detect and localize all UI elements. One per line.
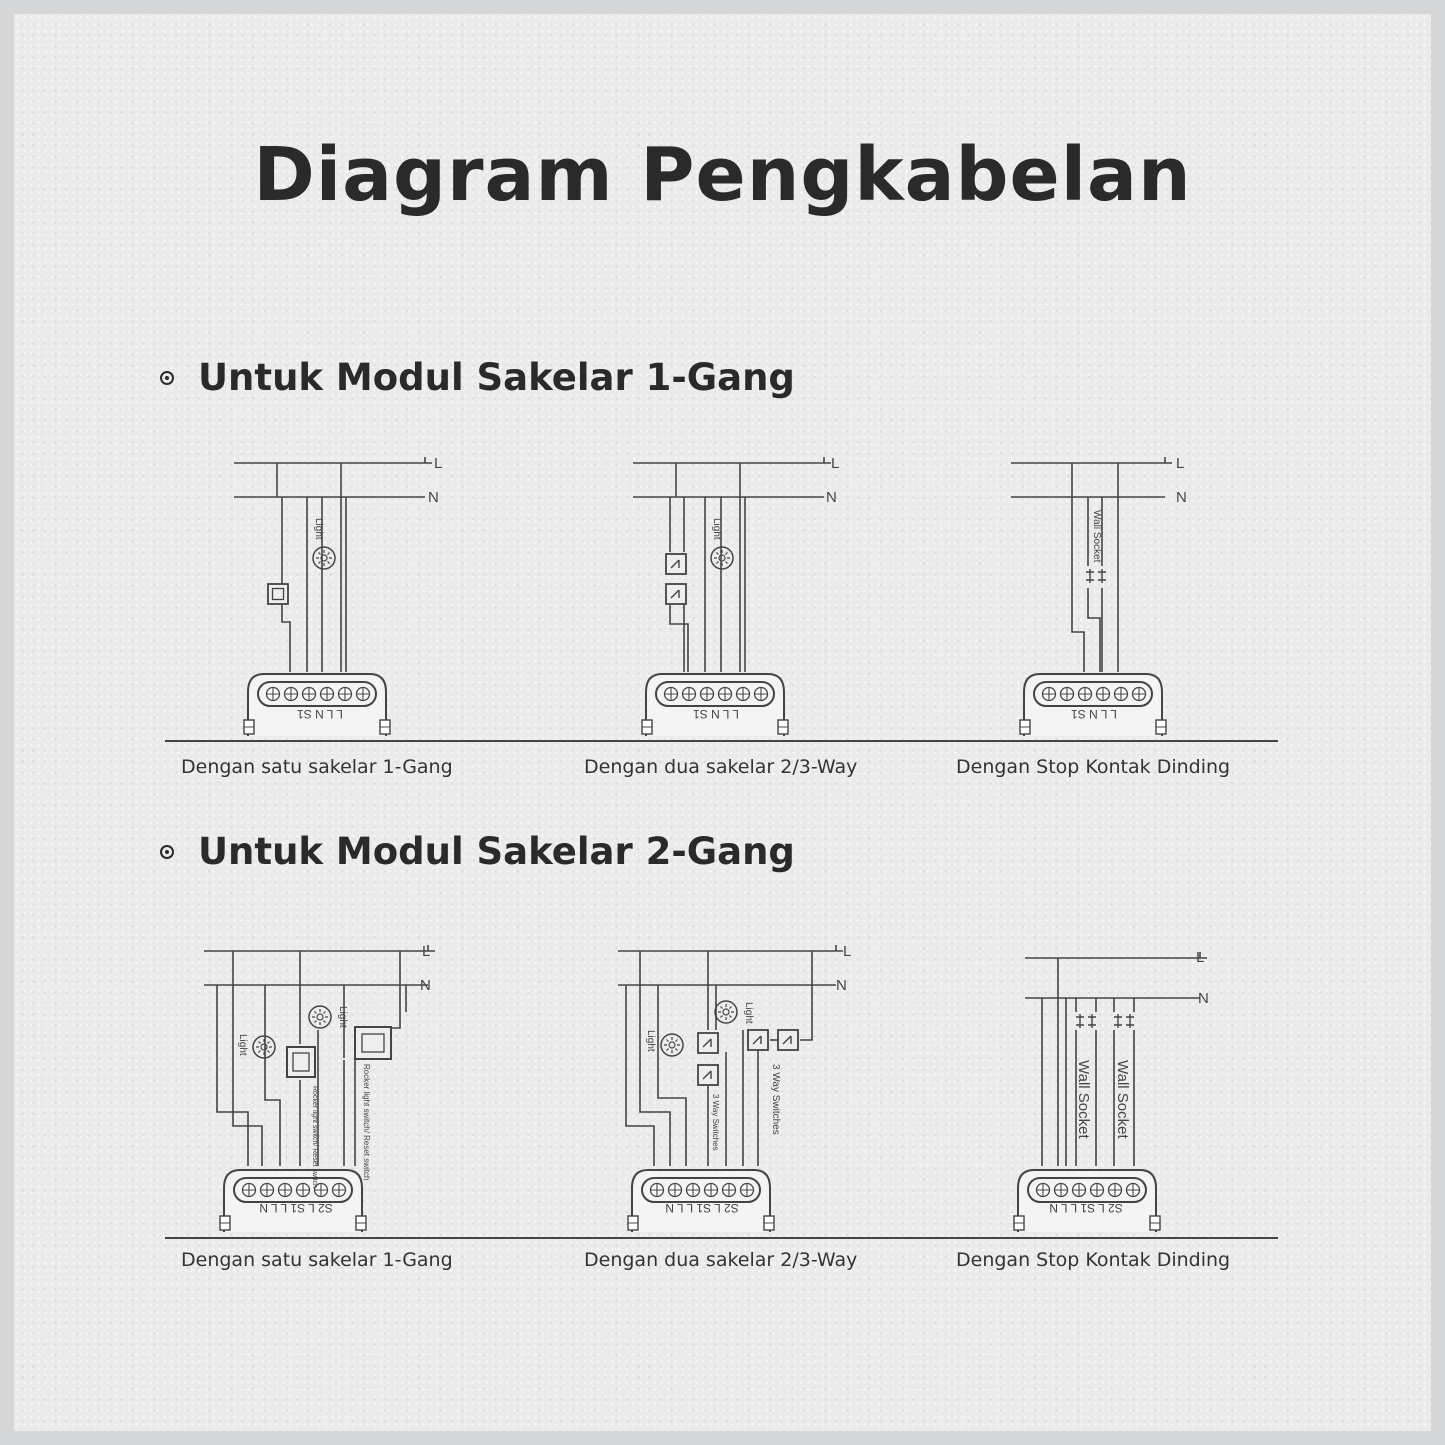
rocker-switch-label: Rocker light switch/ Reset switch [362, 1064, 371, 1181]
rocker-switch-label: Rocker light switch/ Reset switch [311, 1086, 318, 1188]
switch-3way-icon [748, 1030, 768, 1050]
bus-N-label: N [826, 489, 837, 506]
switch-icon [268, 584, 288, 604]
light-label: Light [337, 1006, 348, 1028]
light-label: Light [313, 518, 324, 540]
section-heading-text: Untuk Modul Sakelar 2-Gang [198, 830, 795, 873]
bus-L-label: L [422, 943, 431, 960]
switch-2way-icon [666, 554, 686, 574]
diagram-1gang-wall-socket [1011, 457, 1172, 672]
wall-socket-icon [1086, 569, 1106, 583]
light-icon [313, 547, 335, 569]
diagram-caption: Dengan satu sakelar 1-Gang [181, 756, 453, 778]
module-2gang [220, 1170, 366, 1232]
module-2gang [628, 1170, 774, 1232]
bus-L-label: L [434, 455, 443, 472]
wall-socket-icon [1114, 1014, 1134, 1028]
wall-socket-icon [1076, 1014, 1096, 1028]
bus-N-label: N [428, 489, 439, 506]
terminal-labels: S2 L S1 L L N [1049, 1201, 1123, 1215]
diagram-caption: Dengan satu sakelar 1-Gang [181, 1249, 453, 1271]
diagram-2gang-two-way [618, 945, 843, 1166]
diagram-caption: Dengan Stop Kontak Dinding [956, 1249, 1231, 1271]
bus-L-label: L [1176, 455, 1185, 472]
switch-2way-icon [666, 584, 686, 604]
diagram-1gang-two-way [633, 457, 831, 672]
bus-N-label: N [1198, 990, 1209, 1007]
terminal-labels: L L N S1 [693, 707, 739, 721]
terminal-labels: S2 L S1 L L N [665, 1201, 739, 1215]
light-icon [253, 1036, 275, 1058]
diagram-caption: Dengan Stop Kontak Dinding [956, 756, 1231, 778]
diagram-caption: Dengan dua sakelar 2/3-Way [584, 756, 858, 778]
rocker-switch-icon [287, 1047, 315, 1077]
bus-L-label: L [1196, 949, 1205, 966]
bus-N-label: N [420, 977, 431, 994]
light-label: Light [237, 1034, 248, 1056]
light-label: Light [743, 1002, 754, 1024]
light-icon [309, 1006, 331, 1028]
section-heading-text: Untuk Modul Sakelar 1-Gang [198, 356, 795, 399]
module-1gang [1020, 674, 1166, 736]
bus-L-label: L [831, 455, 840, 472]
three-way-switch-label: 3 Way Switches [770, 1064, 781, 1135]
light-label: Light [711, 518, 722, 540]
bus-N-label: N [836, 977, 847, 994]
wall-socket-label: Wall Socket [1114, 1060, 1131, 1139]
switch-3way-icon [698, 1033, 718, 1053]
terminal-labels: L L N S1 [297, 707, 343, 721]
light-icon [715, 1001, 737, 1023]
module-1gang [642, 674, 788, 736]
module-2gang [1014, 1170, 1160, 1232]
switch-3way-icon [698, 1065, 718, 1085]
rocker-switch-icon [355, 1027, 391, 1059]
module-1gang [244, 674, 390, 736]
bus-L-label: L [843, 943, 852, 960]
page-title: Diagram Pengkabelan [253, 132, 1192, 218]
light-icon [711, 547, 733, 569]
wall-socket-label: Wall Socket [1091, 510, 1102, 563]
three-way-switch-label: 3 Way Switches [711, 1094, 720, 1151]
wall-socket-label: Wall Socket [1075, 1060, 1092, 1139]
switch-3way-icon [778, 1030, 798, 1050]
diagram-caption: Dengan dua sakelar 2/3-Way [584, 1249, 858, 1271]
terminal-labels: S2 L S1 L L N [259, 1201, 333, 1215]
light-label: Light [645, 1030, 656, 1052]
light-icon [661, 1034, 683, 1056]
terminal-labels: L L N S1 [1071, 707, 1117, 721]
bus-N-label: N [1176, 489, 1187, 506]
